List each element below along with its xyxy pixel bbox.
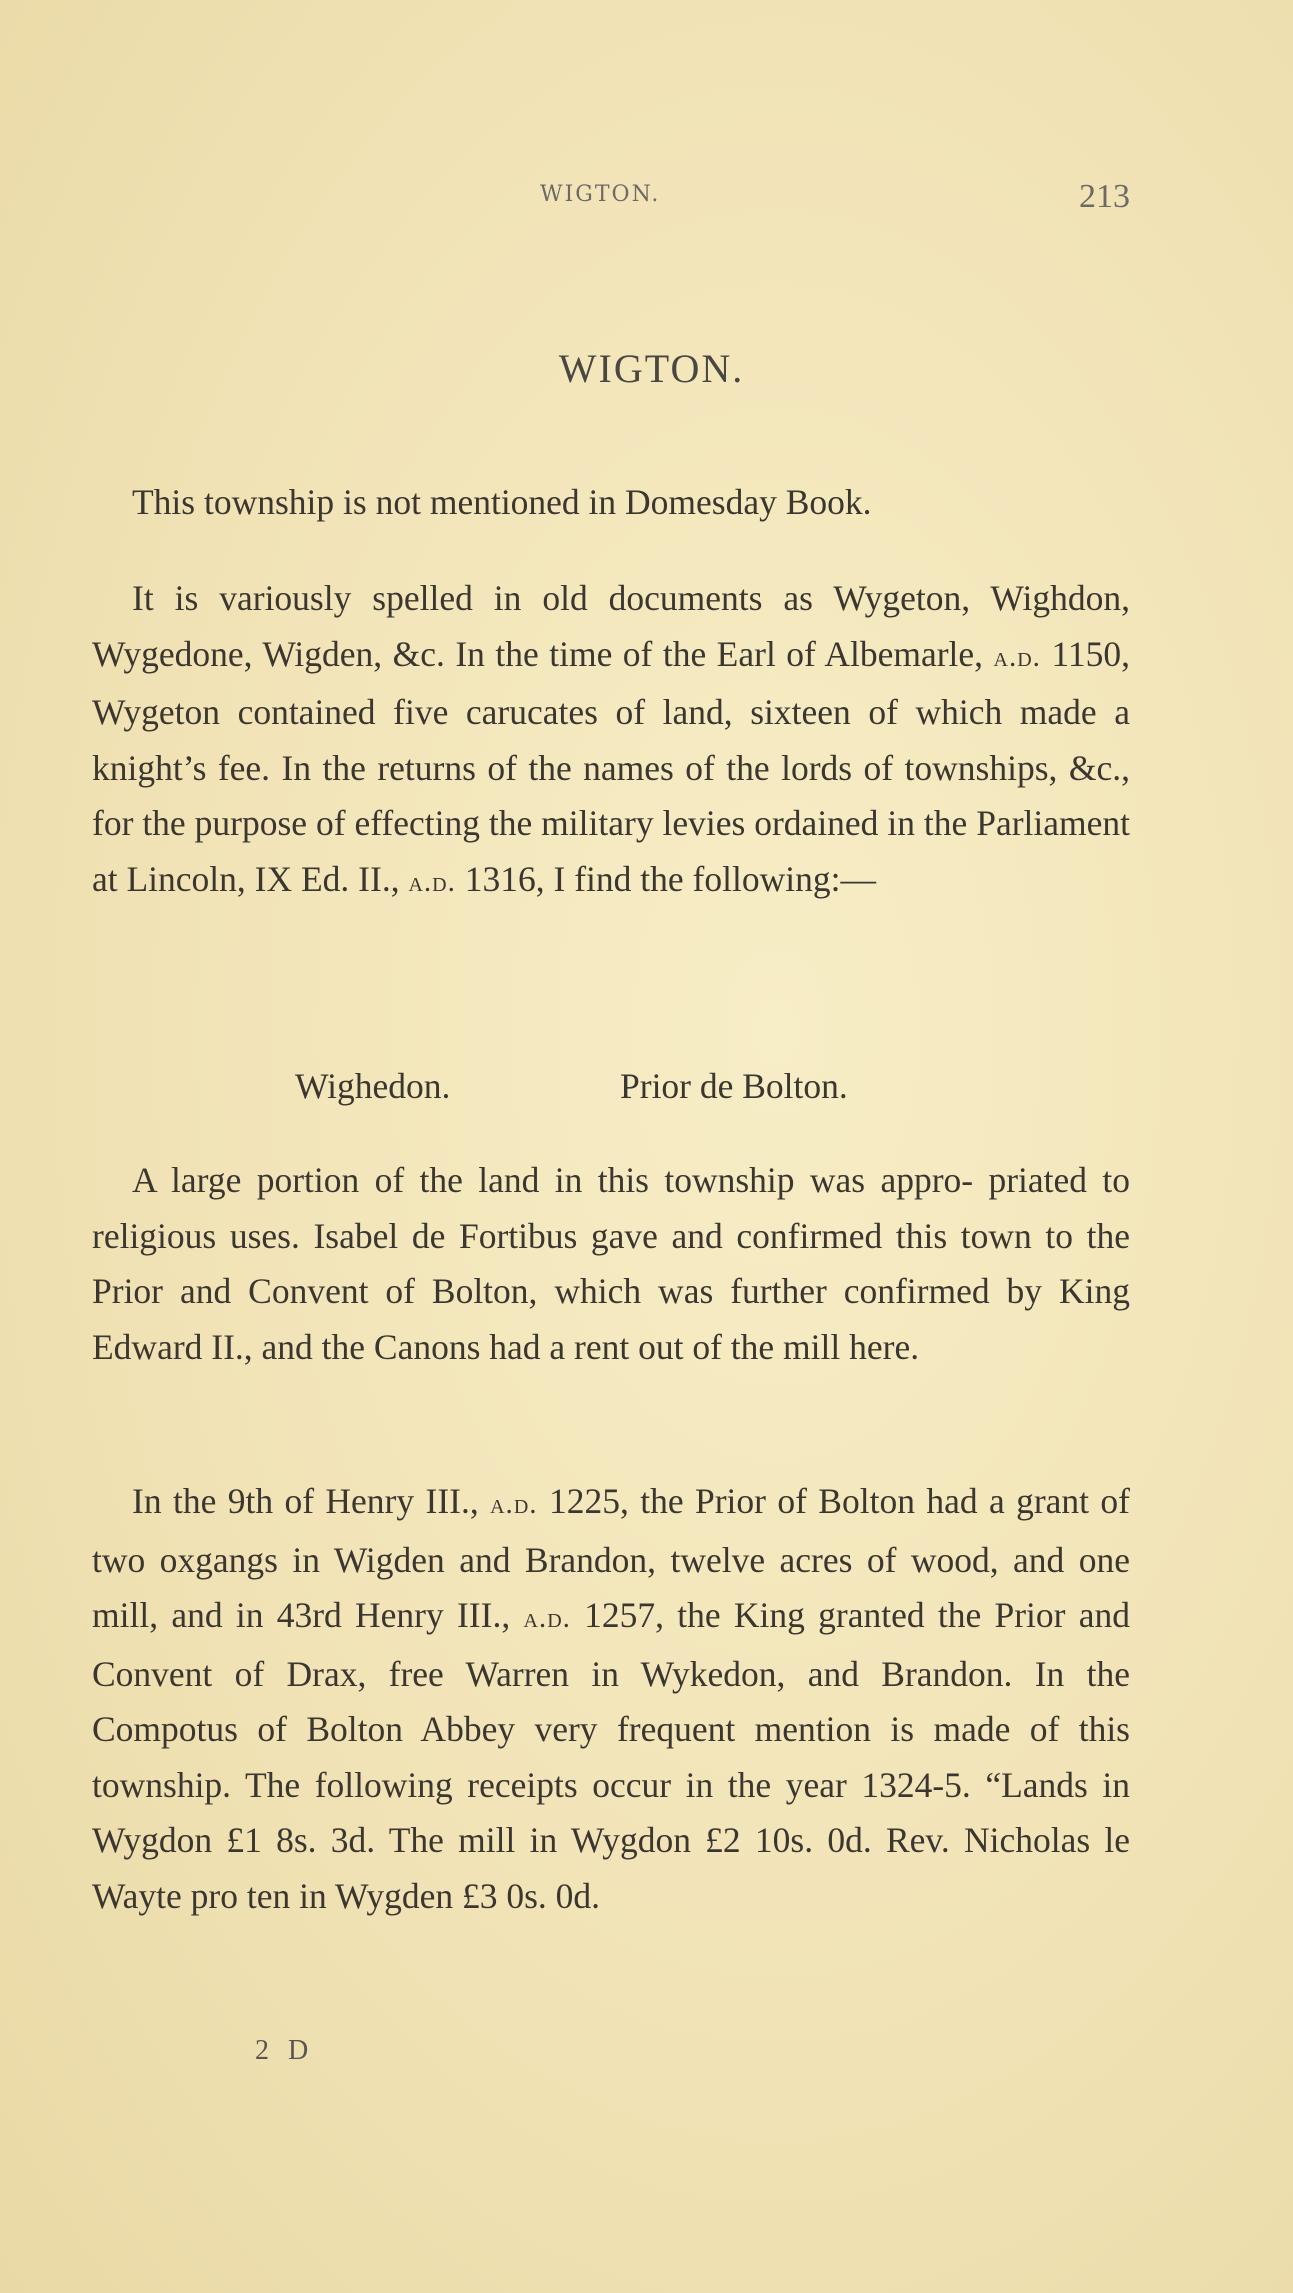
text-run: It is variously spelled in old documents as Wygeton, Wighdon, Wygedone, Wigden, &c. In the time of the Earl of Albemarle,: [92, 578, 1130, 674]
text-run: 1225, the Prior of Bolton had a grant of two oxgangs in Wigden and Brandon, twelve acres of wood, and one mill, and in 43rd Henry III.,: [92, 1481, 1131, 1635]
anno-domini: a.d.: [523, 1602, 571, 1634]
paragraph-spellings: [92, 571, 1130, 910]
entry-place: Wighedon.: [295, 1066, 451, 1106]
chapter-title-text: WIGTON.: [558, 346, 745, 391]
paragraph-text: [92, 571, 1130, 910]
anno-domini: a.d.: [490, 1488, 538, 1520]
page-number: 213: [1079, 178, 1130, 215]
paragraph-religious-uses: [92, 1153, 1130, 1375]
anno-domini: a.d.: [408, 865, 456, 898]
anno-domini: a.d.: [993, 640, 1041, 673]
paragraph-text: A large portion of the land in this township was appro- priated to religious uses. Isabel de Fortibus gave and confirmed this town to the Prior and Convent of Bolton, which was further confirmed by King Edward II., and the Canons had a rent out of the mill here.: [92, 1160, 1130, 1367]
chapter-title: [0, 345, 1293, 392]
paragraph-domesday: [92, 475, 1130, 531]
text-run: 1316, I find the following:—: [455, 858, 876, 899]
paragraph-henry-iii: [92, 1474, 1130, 1924]
text-run: 1257, the King granted the Prior and Convent of Drax, free Warren in Wykedon, and Brandon. In the Compotus of Bolton Abbey very frequent mention is made of this township. The following receipts occur in the year 1324-5. “Lands in Wygdon £1 8s. 3d. The mill in Wygdon £2 10s. 0d. Rev. Nicholas le Wayte pro ten in Wygden £3 0s. 0d.: [92, 1595, 1130, 1916]
lords-entry: [0, 1058, 1293, 1114]
running-head: [90, 178, 1130, 218]
text-run: 1150, Wygeton contained five carucates of land, sixteen of which made a knight’s fee. In the returns of the names of the lords of townships, &c., for the purpose of effecting the military levies ordained in the Parliament at Lincoln, IX Ed. II.,: [92, 633, 1130, 899]
running-title: WIGTON.: [540, 182, 661, 207]
signature-mark: 2 D: [255, 2035, 315, 2066]
paragraph-text: [92, 1474, 1130, 1924]
entry-lord: Prior de Bolton.: [620, 1066, 848, 1106]
text-run: In the 9th of Henry III.,: [132, 1481, 491, 1521]
paragraph-text: This township is not mentioned in Domesday Book.: [132, 482, 872, 522]
